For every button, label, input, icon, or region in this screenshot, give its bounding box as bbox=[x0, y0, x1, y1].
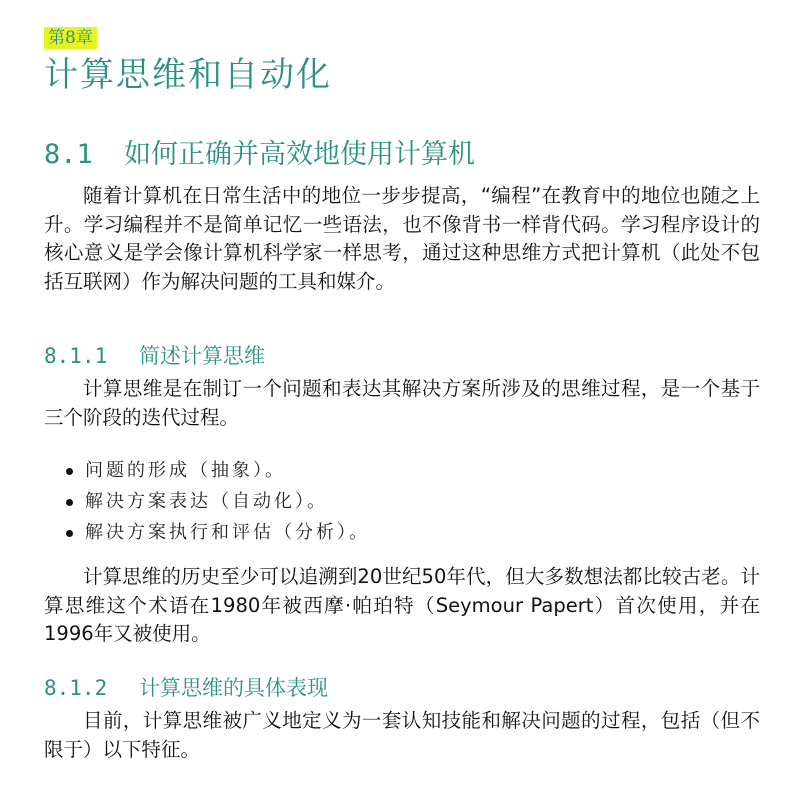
list-item: 问题的形成（抽象）。 bbox=[66, 455, 370, 486]
section-heading-8-1-2 bbox=[44, 673, 328, 703]
body-paragraph: 计算思维是在制订一个问题和表达其解决方案所涉及的思维过程，是一个基于三个阶段的迭代过程。 bbox=[44, 377, 760, 429]
chapter-title: 计算思维和自动化 bbox=[44, 55, 332, 95]
list-item: 解决方案执行和评估（分析）。 bbox=[66, 517, 370, 548]
bullet-icon bbox=[66, 499, 73, 506]
body-paragraph: 目前，计算思维被广义地定义为一套认知技能和解决问题的过程，包括（但不限于）以下特征。 bbox=[44, 709, 760, 761]
section-number: 8.1.1 bbox=[44, 344, 108, 368]
section-title: 计算思维的具体表现 bbox=[139, 676, 328, 700]
section-title: 简述计算思维 bbox=[139, 344, 265, 368]
list-item: 解决方案表达（自动化）。 bbox=[66, 486, 370, 517]
body-paragraph: 随着计算机在日常生活中的地位一步步提高，“编程”在教育中的地位也随之上升。学习编程并不是简单记忆一些语法，也不像背书一样背代码。学习程序设计的核心意义是学会像计算机科学家一样思考，通过这种思维方式把计算机（此处不包括互联网）作为解决问题的工具和媒介。 bbox=[44, 184, 760, 293]
section-number: 8.1 bbox=[44, 139, 93, 170]
body-paragraph: 计算思维的历史至少可以追溯到20世纪50年代，但大多数想法都比较古老。计算思维这个术语在1980年被西摩·帕珀特（Seymour Papert）首次使用，并在1996年又被使用。 bbox=[44, 565, 760, 645]
chapter-tag: 第8章 bbox=[44, 27, 97, 49]
bullet-icon bbox=[66, 468, 73, 475]
section-number: 8.1.2 bbox=[44, 676, 108, 700]
bullet-icon bbox=[66, 530, 73, 537]
section-heading-8-1-1 bbox=[44, 341, 265, 371]
section-title: 如何正确并高效地使用计算机 bbox=[124, 139, 475, 170]
bullet-list bbox=[66, 455, 370, 548]
section-heading-8-1 bbox=[44, 137, 475, 173]
